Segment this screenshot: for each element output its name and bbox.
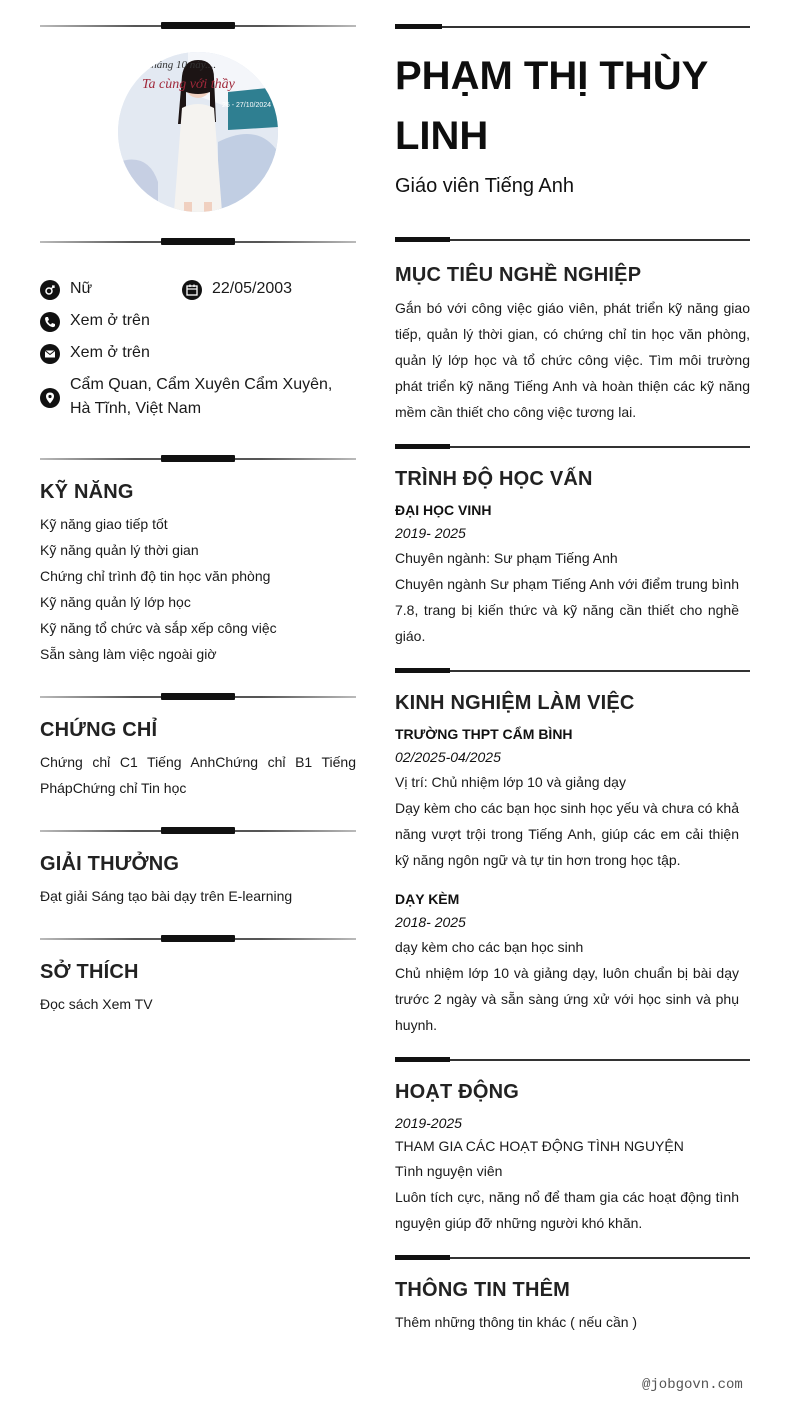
job-period: 02/2025-04/2025 xyxy=(395,749,501,765)
email-value: Xem ở trên xyxy=(70,344,150,361)
divider xyxy=(395,1056,750,1064)
divider xyxy=(40,826,356,836)
job-period: 2018- 2025 xyxy=(395,914,466,930)
divider xyxy=(395,236,750,244)
gender-value: Nữ xyxy=(70,280,93,297)
job-position: Vị trí: Chủ nhiệm lớp 10 và giảng dạy xyxy=(395,774,626,790)
calendar-icon xyxy=(182,280,202,300)
divider xyxy=(40,692,356,702)
skills-title: KỸ NĂNG xyxy=(40,481,134,503)
birthday-value: 22/05/2003 xyxy=(212,280,293,297)
experience-title: KINH NGHIỆM LÀM VIỆC xyxy=(395,692,635,714)
location-pin-icon xyxy=(40,388,60,408)
skill-item: Kỹ năng giao tiếp tốt xyxy=(40,516,168,532)
hobbies-title: SỞ THÍCH xyxy=(40,961,139,983)
divider xyxy=(40,237,356,247)
skill-item: Kỹ năng quản lý lớp học xyxy=(40,594,191,610)
photo-banner-line-2: Ta cùng với thầy xyxy=(142,77,235,92)
footer-brand: @jobgovn.com xyxy=(642,1377,743,1393)
skill-item: Chứng chỉ trình độ tin học văn phòng xyxy=(40,568,271,584)
divider xyxy=(40,454,356,464)
photo-banner-line-1: ...tháng 10 này.... xyxy=(140,59,217,71)
phone-value: Xem ở trên xyxy=(70,312,150,329)
divider xyxy=(395,443,750,451)
skill-item: Sẵn sàng làm việc ngoài giờ xyxy=(40,646,217,662)
address-value: Cẩm Quan, Cẩm Xuyên Cẩm Xuyên, Hà Tĩnh, Việt Nam xyxy=(70,376,333,417)
objective-text: Gắn bó với công việc giáo viên, phát triển kỹ năng giao tiếp, quản lý thời gian, có chứng chỉ tin học văn phòng, quản lý lớp học và tổ chức công việc. Tìm môi trường phát triển kỹ năng Tiếng Anh và hoàn thiện các kỹ năng mềm cần thiết cho công việc tương lai. xyxy=(395,300,750,420)
education-period: 2019- 2025 xyxy=(395,525,466,541)
awards-title: GIẢI THƯỞNG xyxy=(40,853,180,875)
divider xyxy=(395,1254,750,1262)
divider xyxy=(395,667,750,675)
education-title: TRÌNH ĐỘ HỌC VẤN xyxy=(395,468,593,490)
certificates-title: CHỨNG CHỈ xyxy=(40,719,158,741)
avatar-photo xyxy=(118,52,278,212)
education-school: ĐẠI HỌC VINH xyxy=(395,502,492,518)
skill-item: Kỹ năng tổ chức và sắp xếp công việc xyxy=(40,620,277,636)
activity-name: THAM GIA CÁC HOẠT ĐỘNG TÌNH NGUYỆN xyxy=(395,1138,684,1154)
job-company: DẠY KÈM xyxy=(395,891,460,907)
gender-icon xyxy=(40,280,60,300)
education-major: Chuyên ngành: Sư phạm Tiếng Anh xyxy=(395,550,618,566)
certificates-text: Chứng chỉ C1 Tiếng AnhChứng chỉ B1 Tiếng PhápChứng chỉ Tin học xyxy=(40,754,356,796)
candidate-name: PHẠM THỊ THÙY LINH xyxy=(395,54,708,158)
awards-text: Đạt giải Sáng tạo bài dạy trên E-learning xyxy=(40,888,293,904)
education-description: Chuyên ngành Sư phạm Tiếng Anh với điểm trung bình 7.8, trang bị kiến thức và kỹ năng cần thiết cho nghề giáo. xyxy=(395,576,739,644)
job-company: TRƯỜNG THPT CẨM BÌNH xyxy=(395,726,573,742)
job-position: dạy kèm cho các bạn học sinh xyxy=(395,939,584,955)
job-description: Chủ nhiệm lớp 10 và giảng dạy, luôn chuẩn bị bài dạy trước 2 ngày và sẵn sàng ứng xử với học sinh và phụ huynh. xyxy=(395,965,739,1033)
skill-item: Kỹ năng quản lý thời gian xyxy=(40,542,199,558)
avatar xyxy=(118,52,278,212)
photo-banner-line-3: 25 - 27/10/2024 xyxy=(222,102,272,109)
job-title: Giáo viên Tiếng Anh xyxy=(395,175,575,197)
activities-title: HOẠT ĐỘNG xyxy=(395,1081,520,1103)
additional-text: Thêm những thông tin khác ( nếu cần ) xyxy=(395,1314,638,1330)
activity-role: Tình nguyện viên xyxy=(395,1163,503,1179)
divider xyxy=(40,21,356,31)
divider xyxy=(395,23,750,31)
mail-icon xyxy=(40,344,60,364)
job-description: Dạy kèm cho các bạn học sinh học yếu và chưa có khả năng vượt trội trong Tiếng Anh, giúp các em cải thiện kỹ năng ngôn ngữ và tự tin hơn trong học tập. xyxy=(395,800,739,868)
divider xyxy=(40,934,356,944)
additional-title: THÔNG TIN THÊM xyxy=(395,1279,571,1301)
phone-icon xyxy=(40,312,60,332)
activity-description: Luôn tích cực, năng nổ để tham gia các hoạt động tình nguyện giúp đỡ những người khó khăn. xyxy=(395,1189,739,1231)
objective-title: MỤC TIÊU NGHỀ NGHIỆP xyxy=(395,264,642,286)
hobbies-text: Đọc sách Xem TV xyxy=(40,996,153,1012)
activity-period: 2019-2025 xyxy=(395,1115,462,1131)
